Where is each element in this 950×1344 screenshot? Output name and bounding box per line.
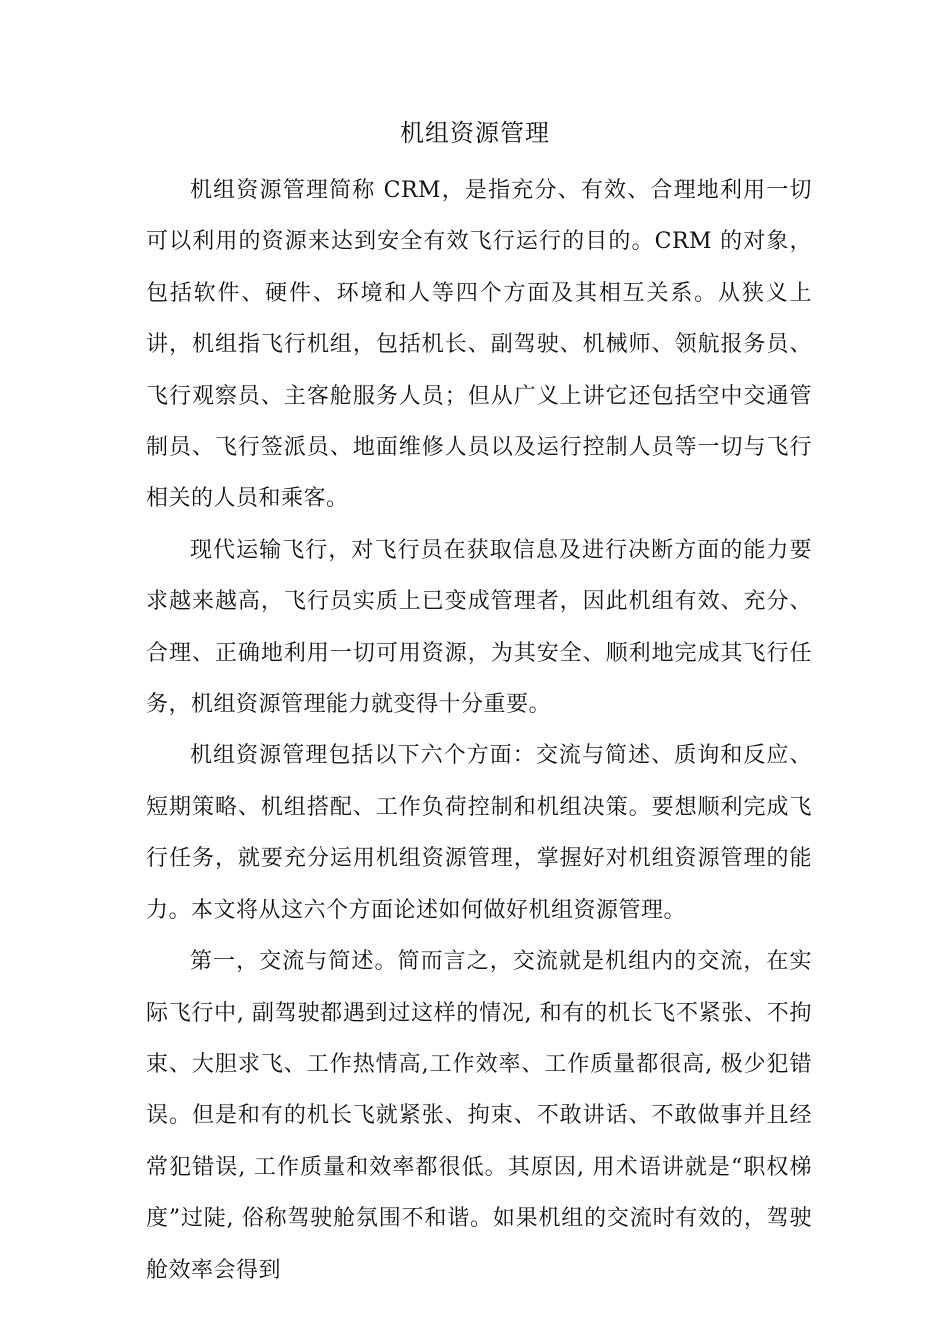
paragraph-six-aspects: 机组资源管理包括以下六个方面：交流与简述、质询和反应、短期策略、机组搭配、工作负荷控制和机组决策。要想顺利完成飞行任务，就要充分运用机组资源管理，掌握好对机组资源管理的能力。本文将从这六个方面论述如何做好机组资源管理。	[146, 743, 812, 923]
paragraph-intro: 机组资源管理简称 CRM，是指充分、有效、合理地利用一切可以利用的资源来达到安全有效飞行运行的目的。CRM 的对象，包括软件、硬件、环境和人等四个方面及其相互关系。从狭义上讲，机组指飞行机组，包括机长、副驾驶、机械师、领航报务员、飞行观察员、主客舱服务人员；但从广义上讲它还包括空中交通管制员、飞行签派员、地面维修人员以及运行控制人员等一切与飞行相关的人员和乘客。	[146, 178, 812, 512]
document-body	[146, 165, 812, 1296]
paragraph-communication: 第一，交流与简述。简而言之，交流就是机组内的交流，在实际飞行中, 副驾驶都遇到过这样的情况, 和有的机长飞不紧张、不拘束、大胆求飞、工作热情高,工作效率、工作质量都很高, 极少犯错误。但是和有的机长飞就紧张、拘束、不敢讲话、不敢做事并且经常犯错误, 工作质量和效率都很低。其原因, 用术语讲就是“职权梯度”过陡, 俗称驾驶舱氛围不和谐。如果机组的交流时有效的，驾驶舱效率会得到	[146, 949, 812, 1283]
document-title: 机组资源管理	[400, 119, 550, 147]
paragraph-modern-flight: 现代运输飞行，对飞行员在获取信息及进行决断方面的能力要求越来越高，飞行员实质上已变成管理者，因此机组有效、充分、合理、正确地利用一切可用资源，为其安全、顺利地完成其飞行任务，机组资源管理能力就变得十分重要。	[146, 537, 812, 718]
